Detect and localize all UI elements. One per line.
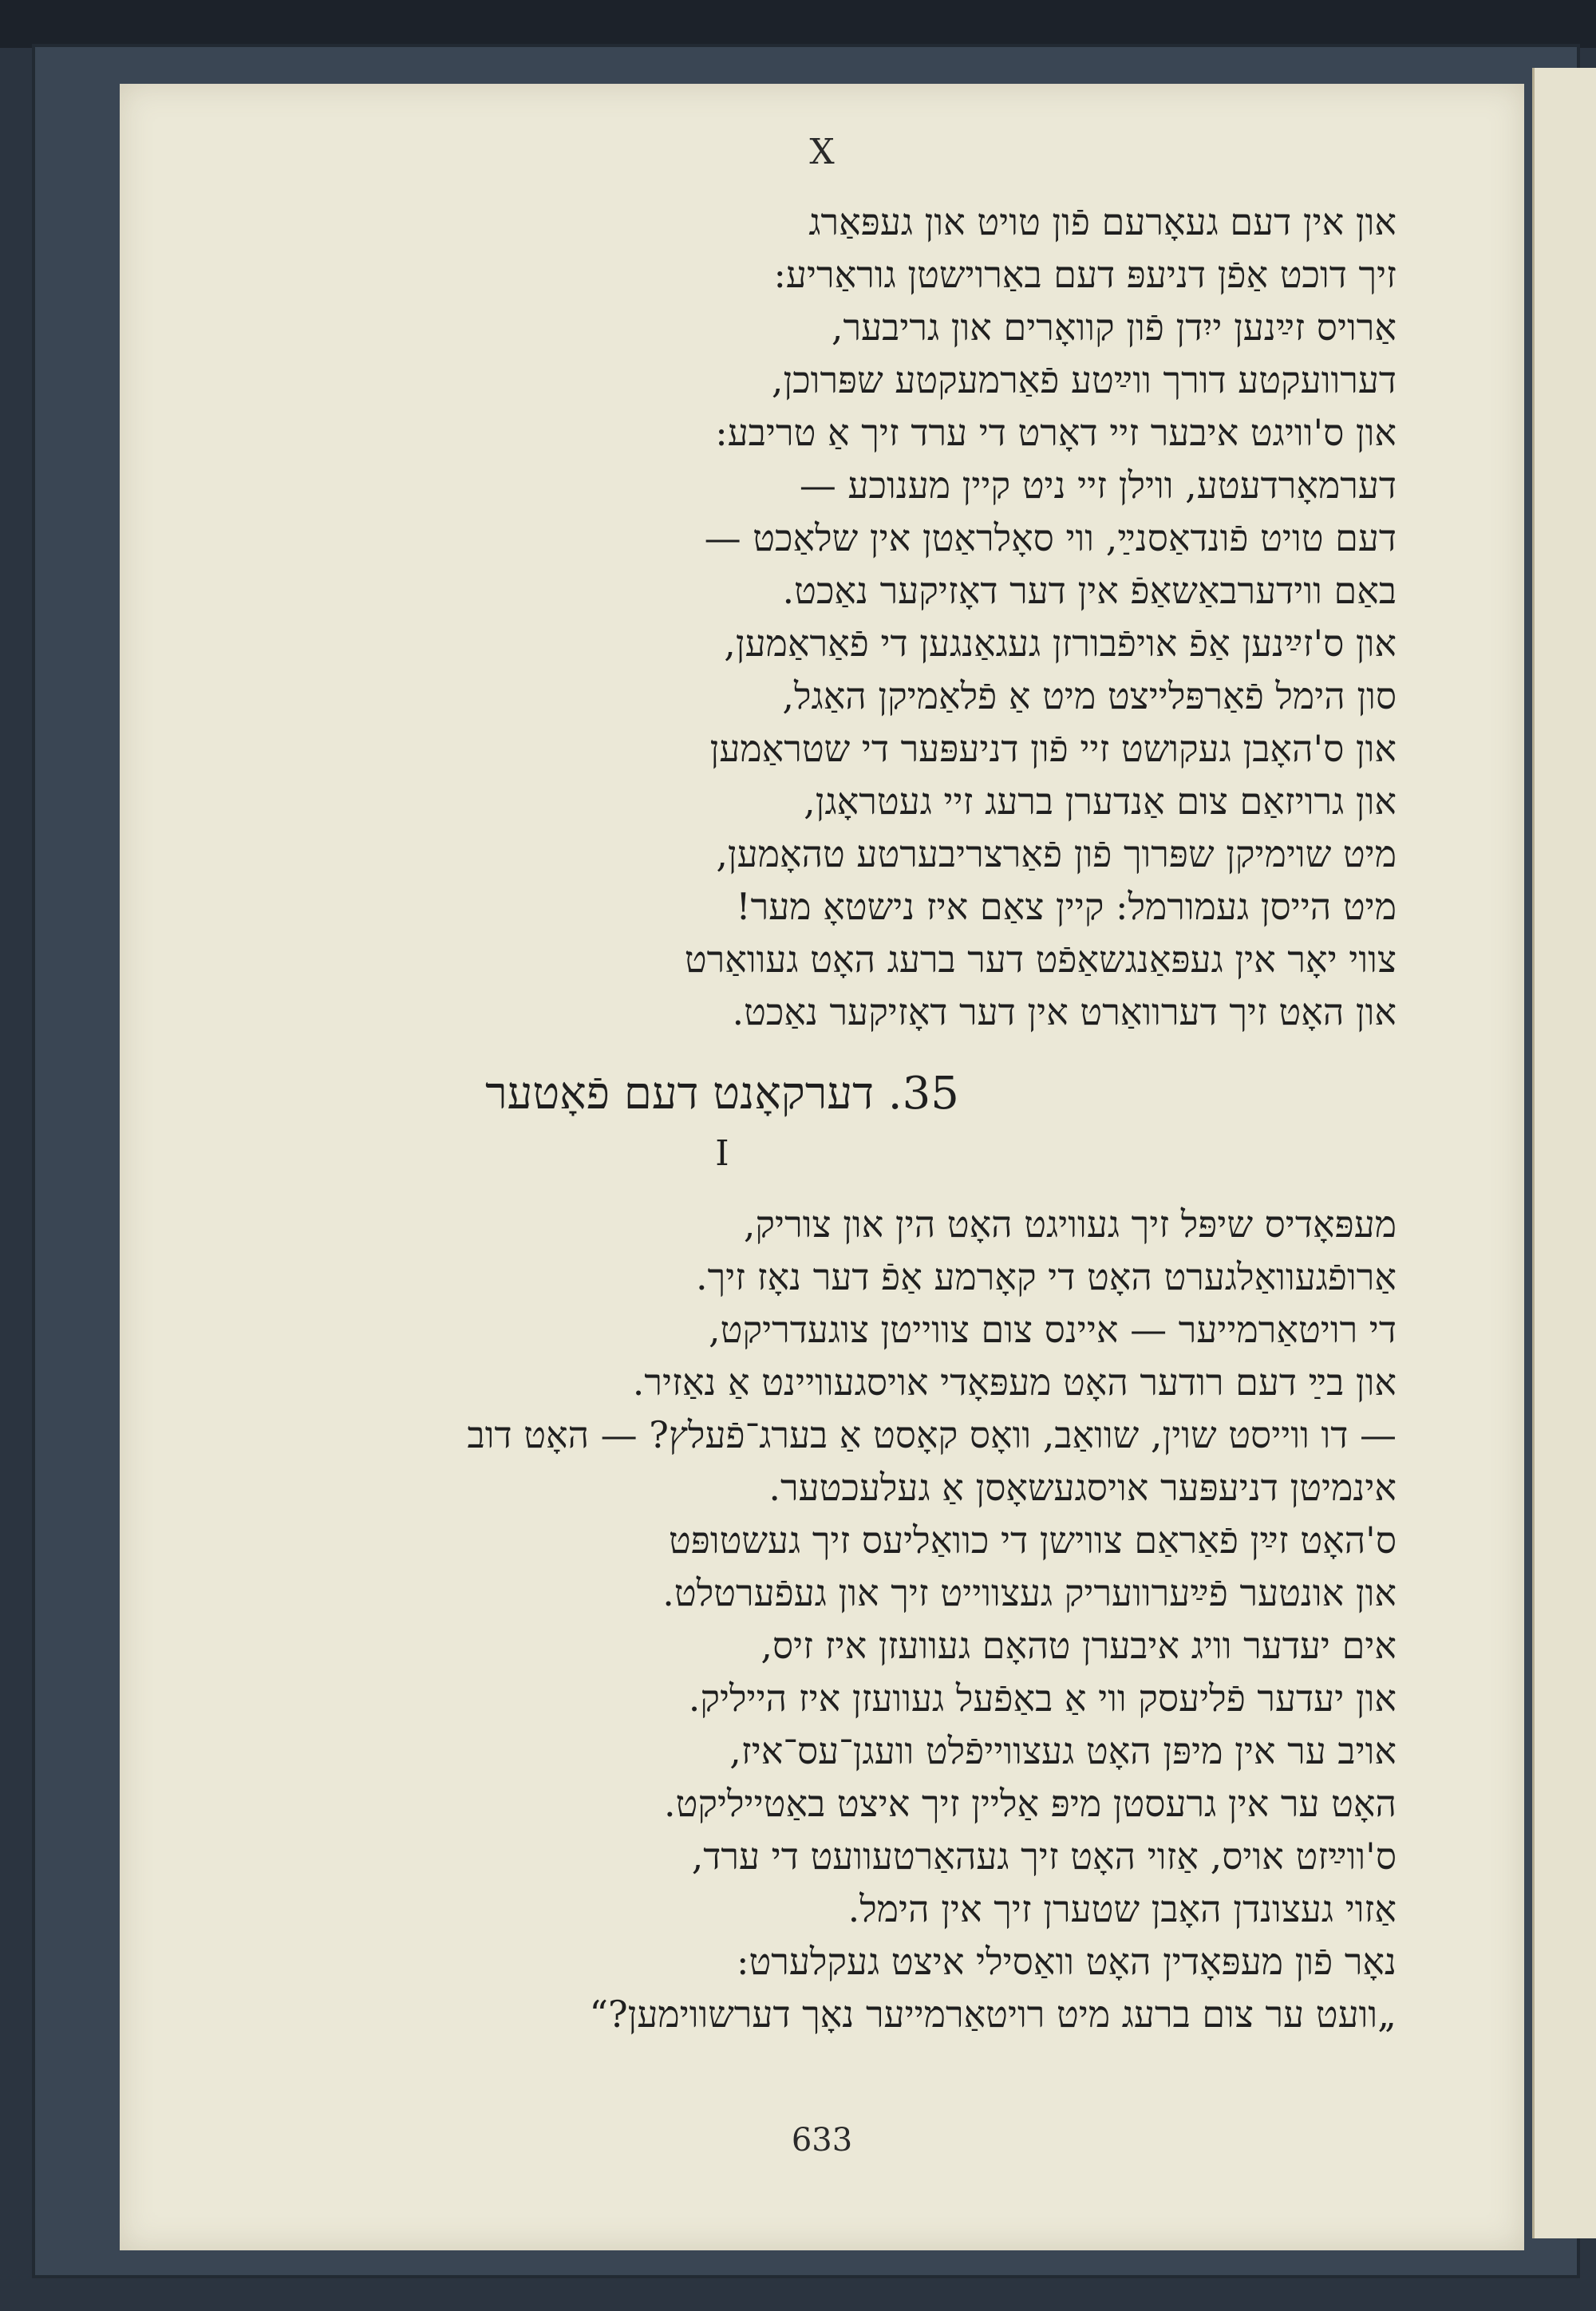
- page-header-numeral: X: [809, 132, 835, 172]
- stanza-poem: [239, 1198, 1396, 2040]
- text-line: און ס'וויגט איבער זיי דאָרט די ערד זיך אַ טריבע:: [715, 411, 1396, 454]
- text-line: ס'ווײַזט אויס, אַזוי האָט זיך געהאַרטעוועט די ערד,: [691, 1835, 1396, 1878]
- text-line: דעם טויט פֿונדאַסנײַ, ווי סאָלראַטן אין שלאַכט —: [704, 516, 1396, 559]
- text-line: סון הימל פֿאַרפּלייצט מיט אַ פֿלאַמיקן האַגל,: [782, 674, 1396, 717]
- text-line: מיט הייסן געמורמל: קיין צאַם איז נישטאָ מער!: [736, 885, 1396, 928]
- book-page: [120, 84, 1524, 2250]
- text-line: און ס'זײַנען אַפֿ אויפֿבורזן געגאַנגען די פֿאַראַמען,: [724, 622, 1396, 665]
- text-line: און האָט זיך דערוואַרט אין דער דאָזיקער נאַכט.: [732, 990, 1396, 1033]
- text-line: דערוועקטע דורך ווײַטע פֿאַרמעקטע שפּרוכן,: [771, 358, 1396, 401]
- section-numeral: I: [715, 1133, 729, 1174]
- text-line: דערמאָרדעטע, ווילן זיי ניט קיין מענוכע —: [799, 464, 1396, 507]
- page-number: 633: [791, 2122, 853, 2159]
- adjacent-page-edge: [1532, 68, 1596, 2238]
- text-line: אַזוי געצונדן האָבן שטערן זיך אין הימל.: [847, 1887, 1396, 1930]
- text-line: אויב ער אין מיפּן האָט געצווייפֿלט וועגן־עס־איז,: [729, 1729, 1396, 1772]
- stanza-top: [239, 196, 1396, 1038]
- poem-title: 35. דערקאָנט דעם פֿאָטער: [485, 1068, 959, 1120]
- text-line: און בײַ דעם רודער האָט מעפּאָדי אויסגעוויינט אַ נאַזיר.: [632, 1361, 1396, 1404]
- text-line: מיט שוימיקן שפּרוך פֿון פֿאַרצריבערטע טהאָמען,: [716, 832, 1396, 875]
- text-line: און אין דעם געאָרעם פֿון טויט און געפּאַרג: [808, 200, 1396, 243]
- text-line: אינמיטן דניעפּער אויסגעשאָסן אַ געלעכטער.: [768, 1466, 1396, 1509]
- page-text: [239, 196, 1396, 2040]
- text-line: די רויטאַרמייער — איינס צום צווייטן צוגעדריקט,: [709, 1308, 1396, 1351]
- text-line: — דו ווייסט שוין, שוואַב, וואָס קאָסט אַ בערג־פֿעלץ? — האָט דוב: [467, 1413, 1396, 1456]
- text-line: „וועט ער צום ברעג מיט רויטאַרמייער נאָך דערשווימען?“: [589, 1993, 1396, 2036]
- text-line: אים יעדער וויג איבערן טהאָם געוועזן איז זיס,: [760, 1624, 1396, 1667]
- text-line: ס'האָט זײַן פֿאַראַם צווישן די כוואַליעס זיך געשטופּט: [668, 1519, 1396, 1562]
- text-line: נאָר פֿון מעפּאָדין האָט וואַסילי איצט געקלערט:: [736, 1940, 1396, 1983]
- text-line: אַרופֿגעוואַלגערט האָט די קאָרמע אַפֿ דער נאָז זיך.: [696, 1255, 1396, 1298]
- text-line: אַרויס זײַנען ייִדן פֿון קוואָרים און גריבער,: [831, 306, 1396, 349]
- book-cover-top-edge: [0, 0, 1596, 48]
- text-line: האָט ער אין גרעסטן מיפּ אַליין זיך איצט באַטייליקט.: [663, 1782, 1396, 1825]
- text-line: מעפּאָדיס שיפּל זיך געוויגט האָט הין און צוריק,: [743, 1203, 1396, 1246]
- text-line: און אונטער פֿײַערוועריק געצווייט זיך און געפֿערטלט.: [662, 1571, 1396, 1614]
- text-line: באַם ווידערבאַשאַפֿ אין דער דאָזיקער נאַכט.: [782, 569, 1396, 612]
- text-line: און ס'האָבן געקושט זיי פֿון דניעפּער די שטראַמען: [709, 727, 1396, 770]
- text-line: זיך דוכט אַפֿן דניעפּ דעם באַרוישטן גוראַריע:: [773, 253, 1396, 296]
- text-line: און יעדער פֿליעסק ווי אַ באַפֿעל געוועזן איז הייליק.: [688, 1677, 1396, 1720]
- text-line: און גרויזאַם צום אַנדערן ברעג זיי געטראָגן,: [804, 780, 1396, 823]
- text-line: צווי יאָר אין געפּאַנגשאַפֿט דער ברעג האָט געוואַרט: [684, 938, 1396, 981]
